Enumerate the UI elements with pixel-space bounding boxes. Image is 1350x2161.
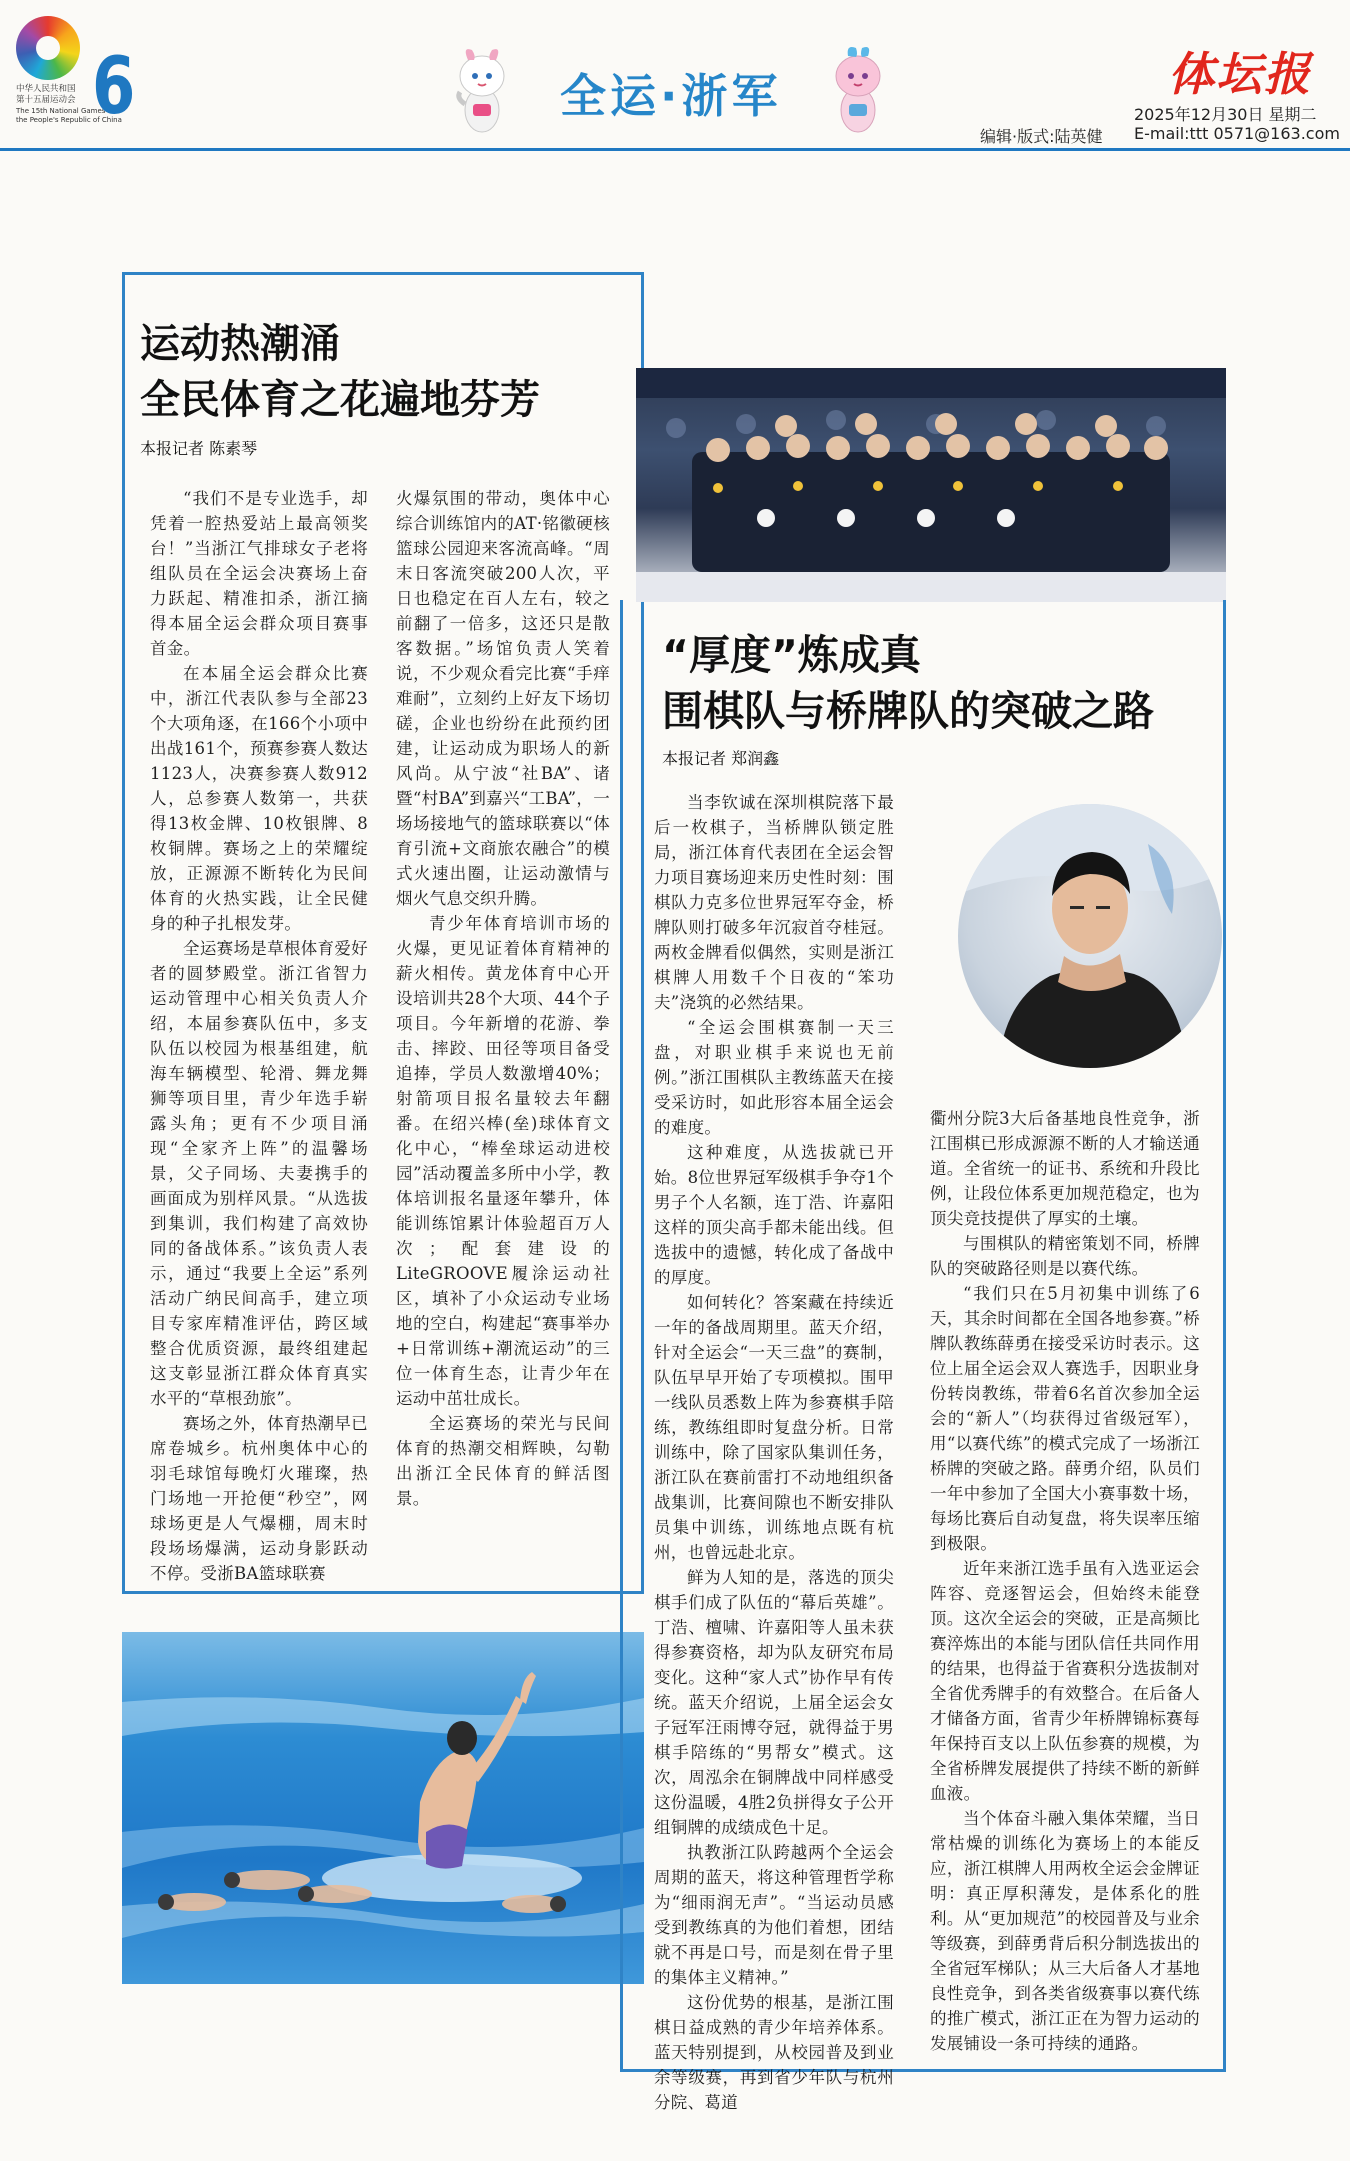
paragraph: “我们只在5月初集中训练了6天，其余时间都在全国各地参赛。”桥牌队教练薛勇在接受采访时表示。这位上届全运会双人赛选手，因职业身份转岗教练，带着6名首次参加全运会的“新人”（均获得过省级冠军），用“以赛代练”的模式完成了一场浙江桥牌的突破之路。薛勇介绍，队员们一年中参加了全国大小赛事数十场，每场比赛后自动复盘，将失误率压缩到极限。 bbox=[930, 1284, 1200, 1553]
page-number: 6 bbox=[92, 42, 136, 132]
paragraph: “我们不是专业选手，却凭着一腔热爱站上最高领奖台！”当浙江气排球女子老将组队员在全运会决赛场上奋力跃起、精准扣杀，浙江摘得本届全运会群众项目赛事首金。 bbox=[150, 489, 368, 658]
team-group-photo bbox=[636, 368, 1226, 602]
paragraph: 如何转化？答案藏在持续近一年的备战周期里。蓝天介绍，针对全运会“一天三盘”的赛制，队伍早早开始了专项模拟。围甲一线队员悉数上阵为参赛棋手陪练，教练组即时复盘分析。日常训练中，除了国家队集训任务，浙江队在赛前雷打不动地组织备战集训，比赛间隙也不断安排队员集中训练，训练地点既有杭州，也曾远赴北京。 bbox=[654, 1293, 894, 1562]
mascot-right-icon bbox=[826, 42, 890, 138]
mascot-left-icon bbox=[450, 42, 514, 138]
games-logo-icon bbox=[16, 16, 80, 80]
right-article-column-2 bbox=[930, 1106, 1200, 2056]
artistic-swimming-photo bbox=[122, 1632, 644, 1984]
section-title: 全运·浙军 bbox=[560, 69, 782, 123]
left-article-column-2 bbox=[396, 486, 610, 1511]
paragraph: 近年来浙江选手虽有入选亚运会阵容、竞逐智运会，但始终未能登顶。这次全运会的突破，正是高频比赛淬炼出的本能与团队信任共同作用的结果，也得益于省赛积分选拔制对全省优秀牌手的有效整合。在后备人才储备方面，省青少年桥牌锦标赛每年保持百支以上队伍参赛的规模，为全省桥牌发展提供了持续不断的新鲜血液。 bbox=[930, 1559, 1200, 1803]
paragraph: 青少年体育培训市场的火爆，更见证着体育精神的薪火相传。黄龙体育中心开设培训共28个大项、44个子项目。今年新增的花游、拳击、摔跤、田径等项目备受追捧，学员人数激增40%；射箭项目报名量较去年翻番。在绍兴棒(垒)球体育文化中心，“棒垒球运动进校园”活动覆盖多所中小学，教体培训报名量逐年攀升，体能训练馆累计体验超百万人次；配套建设的LiteGROOVE履涂运动社区，填补了小众运动专业场地的空白，构建起“赛事举办+日常训练+潮流运动”的三位一体育生态，让青少年在运动中茁壮成长。 bbox=[396, 914, 610, 1408]
editor-email: E-mail:ttt 0571@163.com bbox=[1134, 124, 1340, 143]
games-logo-line: 中华人民共和国 bbox=[16, 84, 76, 94]
paragraph: 这种难度，从选拔就已开始。8位世界冠军级棋手争夺1个男子个人名额，连丁浩、许嘉阳这样的顶尖高手都未能出线。但选拔中的遗憾，转化成了备战中的厚度。 bbox=[654, 1143, 894, 1287]
games-logo-line: The 15th National Games of bbox=[16, 107, 115, 115]
newspaper-logo: 体坛报 bbox=[1168, 47, 1312, 101]
paragraph: 这份优势的根基，是浙江围棋日益成熟的青少年培养体系。蓝天特别提到，从校园普及到业余等级赛，再到省少年队与杭州分院、葛道 bbox=[654, 1993, 894, 2112]
right-article-column-1 bbox=[654, 790, 894, 2115]
issue-date: 2025年12月30日 星期二 bbox=[1134, 105, 1317, 124]
paragraph: “全运会围棋赛制一天三盘，对职业棋手来说也无前例。”浙江围棋队主教练蓝天在接受采访时，如此形容本届全运会的难度。 bbox=[654, 1018, 894, 1137]
right-headline-line2: 围棋队与桥牌队的突破之路 bbox=[662, 687, 1154, 735]
paragraph: 全运赛场是草根体育爱好者的圆梦殿堂。浙江省智力运动管理中心相关负责人介绍，本届参赛队伍中，多支队伍以校园为根基组建，航海车辆模型、轮滑、舞龙舞狮等项目里，青少年选手崭露头角；更有不少项目涌现“全家齐上阵”的温馨场景，父子同场、夫妻携手的画面成为别样风景。“从选拔到集训，我们构建了高效协同的备战体系。”该负责人表示，通过“我要上全运”系列活动广纳民间高手，建立项目专家库精准评估，跨区域整合优质资源，最终组建起这支彰显浙江群众体育真实水平的“草根劲旅”。 bbox=[150, 939, 368, 1408]
left-headline-line1: 运动热潮涌 bbox=[140, 321, 340, 367]
paragraph: 与围棋队的精密策划不同，桥牌队的突破路径则是以赛代练。 bbox=[930, 1234, 1200, 1278]
left-headline-line2: 全民体育之花遍地芬芳 bbox=[140, 377, 540, 423]
paragraph: 鲜为人知的是，落选的顶尖棋手们成了队伍的“幕后英雄”。丁浩、檀啸、许嘉阳等人虽未获得参赛资格，却为队友研究布局变化。这种“家人式”协作早有传统。蓝天介绍说，上届全运会女子冠军汪雨博夺冠，就得益于男棋手陪练的“男帮女”模式。这次，周泓余在铜牌战中同样感受这份温暖，4胜2负拼得女子公开组铜牌的成绩成色十足。 bbox=[654, 1568, 894, 1837]
paragraph: 当个体奋斗融入集体荣耀，当日常枯燥的训练化为赛场上的本能反应，浙江棋牌人用两枚全运会金牌证明：真正厚积薄发，是体系化的胜利。从“更加规范”的校园普及与业余等级赛，到薛勇背后积分制选拔出的全省冠军梯队；从三大后备人才基地良性竞争，到各类省级赛事以赛代练的推广模式，浙江正在为智力运动的发展铺设一条可持续的通路。 bbox=[930, 1809, 1200, 2053]
paragraph: 当李钦诚在深圳棋院落下最后一枚棋子，当桥牌队锁定胜局，浙江体育代表团在全运会智力项目赛场迎来历史性时刻：围棋队力克多位世界冠军夺金，桥牌队则打破多年沉寂首夺桂冠。两枚金牌看似偶然，实则是浙江棋牌人用数千个日夜的“笨功夫”浇筑的必然结果。 bbox=[654, 793, 894, 1012]
right-headline-line1: “厚度”炼成真 bbox=[662, 631, 921, 679]
paragraph: 火爆氛围的带动，奥体中心综合训练馆内的AT·铭徽硬核篮球公园迎来客流高峰。“周末日客流突破200人次，平日也稳定在百人左右，较之前翻了一倍多，这还只是散客数据。”场馆负责人笑着说，不少观众看完比赛“手痒难耐”，立刻约上好友下场切磋，企业也纷纷在此预约团建，让运动成为职场人的新风尚。从宁波“社BA”、诸暨“村BA”到嘉兴“工BA”，一场场接地气的篮球联赛以“体育引流+文商旅农融合”的模式火速出圈，让运动激情与烟火气息交织升腾。 bbox=[396, 489, 610, 908]
left-article-column-1 bbox=[150, 486, 368, 1586]
paragraph: 赛场之外，体育热潮早已席卷城乡。杭州奥体中心的羽毛球馆每晚灯火璀璨，热门场地一开抢便“秒空”，网球场更是人气爆棚，周末时段场场爆满，运动身影跃动不停。受浙BA篮球联赛 bbox=[150, 1414, 368, 1583]
paragraph: 在本届全运会群众比赛中，浙江代表队参与全部23个大项角逐，在166个小项中出战161个，预赛参赛人数达1123人，决赛参赛人数912人，总参赛人数第一，共获得13枚金牌、10枚银牌、8枚铜牌。赛场之上的荣耀绽放，正源源不断转化为民间体育的火热实践，让全民健身的种子扎根发芽。 bbox=[150, 664, 368, 933]
player-portrait-photo bbox=[958, 804, 1222, 1068]
paragraph: 执教浙江队跨越两个全运会周期的蓝天，将这种管理哲学称为“细雨润无声”。“当运动员感受到教练真的为他们着想，团结就不再是口号，而是刻在骨子里的集体主义精神。” bbox=[654, 1843, 894, 1987]
games-logo-line: 第十五届运动会 bbox=[16, 95, 76, 105]
left-byline: 本报记者 陈素琴 bbox=[140, 439, 258, 458]
header-rule bbox=[0, 148, 1350, 151]
paragraph: 全运赛场的荣光与民间体育的热潮交相辉映，勾勒出浙江全民体育的鲜活图景。 bbox=[396, 1414, 610, 1508]
paragraph: 衢州分院3大后备基地良性竞争，浙江围棋已形成源源不断的人才输送通道。全省统一的证书、系统和升段比例，让段位体系更加规范稳定，也为顶尖竞技提供了厚实的土壤。 bbox=[930, 1109, 1200, 1228]
editor-credit: 编辑·版式:陆英健 bbox=[980, 127, 1103, 146]
right-byline: 本报记者 郑润鑫 bbox=[662, 749, 780, 768]
games-logo-line: the People's Republic of China bbox=[16, 116, 122, 124]
